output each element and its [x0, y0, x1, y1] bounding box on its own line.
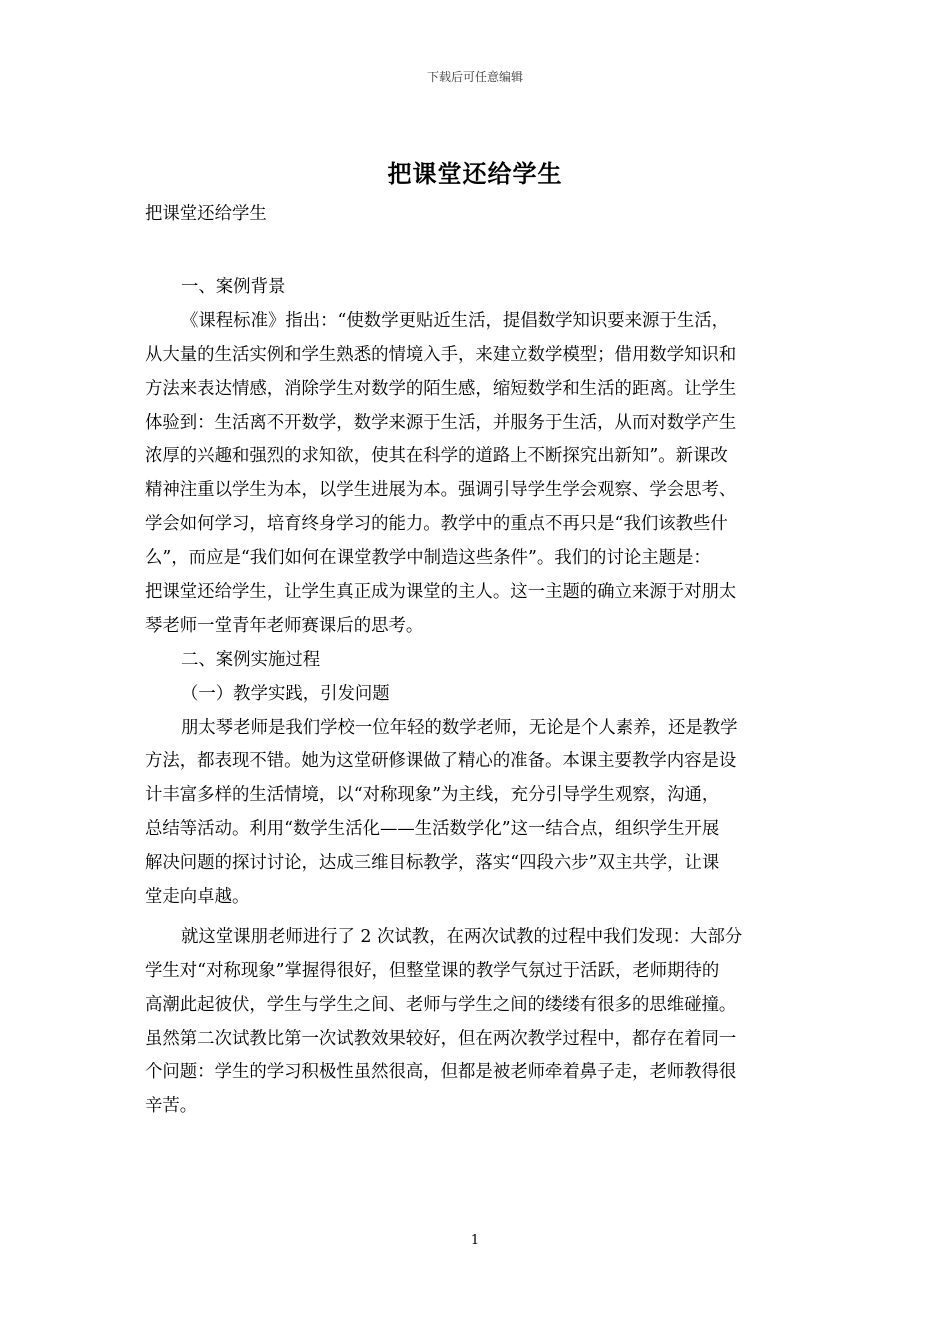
- paragraph-line: 体验到：生活离不开数学，数学来源于生活，并服务于生活，从而对数学产生: [145, 412, 737, 433]
- paragraph-line: 虽然第二次试教比第一次试教效果较好，但在两次教学过程中，都存在着同一: [145, 1028, 737, 1049]
- paragraph-line: 琴老师一堂青年老师赛课后的思考。: [145, 615, 424, 636]
- page-number: 1: [470, 1233, 480, 1248]
- paragraph-line: 个问题：学生的学习积极性虽然很高，但都是被老师牵着鼻子走，老师教得很: [145, 1062, 737, 1083]
- paragraph-line: 一、案例背景: [181, 277, 286, 297]
- paragraph-line: 朋太琴老师是我们学校一位年轻的数学老师，无论是个人素养，还是教学: [181, 717, 738, 738]
- paragraph-line: 二、案例实施过程: [181, 649, 321, 670]
- paragraph-line: 高潮此起彼伏，学生与学生之间、老师与学生之间的缕缕有很多的思维碰撞。: [145, 994, 737, 1015]
- paragraph-line: 《课程标准》指出：“使数学更贴近生活，提倡数学知识要来源于生活，: [181, 310, 730, 331]
- paragraph-line: 解决问题的探讨讨论，达成三维目标教学，落实“四段六步”双主共学，让课: [145, 853, 720, 874]
- paragraph-line: 方法来表达情感，消除学生对数学的陌生感，缩短数学和生活的距离。让学生: [145, 378, 737, 399]
- paragraph-line: 浓厚的兴趣和强烈的求知欲，使其在科学的道路上不断探究出新知”。新课改: [145, 446, 728, 467]
- paragraph-line: 辛苦。: [145, 1096, 198, 1117]
- paragraph-line: （一）教学实践，引发问题: [181, 683, 390, 704]
- paragraph-line: 学生对“对称现象”掌握得很好，但整堂课的教学气氛过于活跃，老师期待的: [145, 960, 720, 981]
- paragraph-line: 精神注重以学生为本，以学生进展为本。强调引导学生学会观察、学会思考、: [145, 480, 737, 501]
- page-header: 下载后可任意编辑: [426, 70, 523, 84]
- paragraph-line: 堂走向卓越。: [145, 887, 250, 908]
- paragraph-line: 就这堂课朋老师进行了 2 次试教，在两次试教的过程中我们发现：大部分: [181, 926, 743, 947]
- paragraph-line: 么”，而应是“我们如何在课堂教学中制造这些条件”。我们的讨论主题是：: [145, 548, 711, 569]
- paragraph-line: 计丰富多样的生活情境，以“对称现象”为主线，充分引导学生观察，沟通，: [145, 785, 720, 806]
- paragraph-line: 把课堂还给学生，让学生真正成为课堂的主人。这一主题的确立来源于对朋太: [145, 582, 737, 603]
- paragraph-line: 总结等活动。利用“数学生活化——生活数学化”这一结合点，组织学生开展: [145, 819, 720, 840]
- paragraph-line: 从大量的生活实例和学生熟悉的情境入手，来建立数学模型；借用数学知识和: [145, 344, 737, 365]
- paragraph-line: 学会如何学习，培育终身学习的能力。教学中的重点不再只是“我们该教些什: [145, 514, 728, 535]
- document-subtitle: 把课堂还给学生: [145, 204, 267, 224]
- document-body: [145, 271, 808, 1124]
- paragraph-line: 方法，都表现不错。她为这堂研修课做了精心的准备。本课主要教学内容是设: [145, 751, 737, 772]
- document-title: 把课堂还给学生: [387, 159, 563, 188]
